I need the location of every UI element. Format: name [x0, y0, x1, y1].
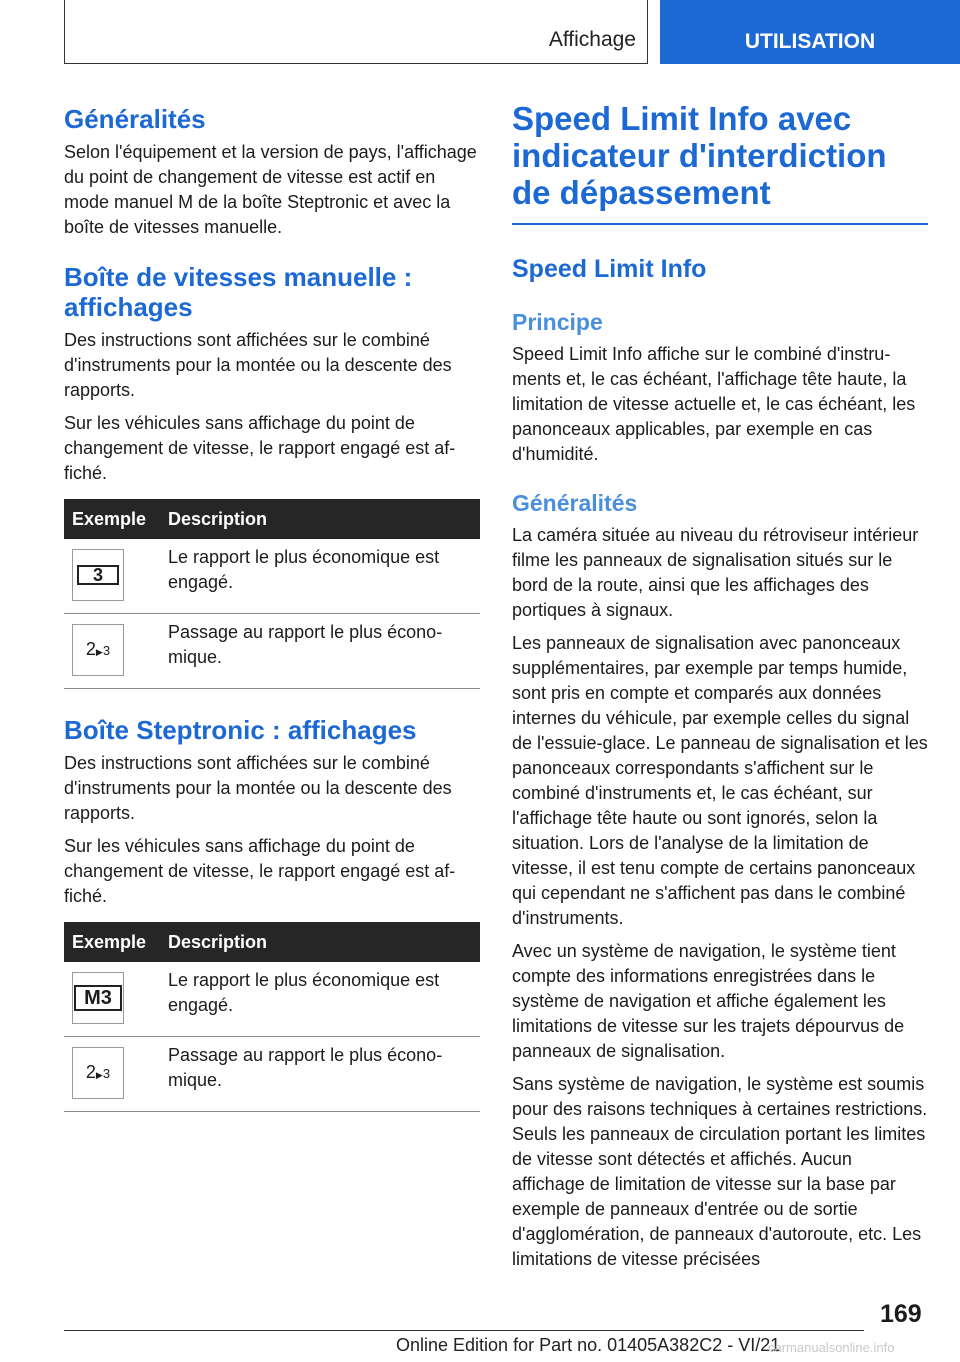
heading-speed-limit-main: Speed Limit Info avec indicateur d'interdiction de dépassement — [512, 100, 887, 211]
table-row — [64, 614, 480, 689]
table-cell-example — [64, 1037, 160, 1112]
table-row — [64, 539, 480, 614]
paragraph-generalites: Selon l'équipement et la version de pays, l'affichage du point de changement de vitesse est actif en mode manuel M de la boîte Steptronic et avec la boîte de vitesses manuelle. — [64, 142, 477, 237]
gear-label: 3 — [77, 565, 119, 585]
table-cell-description: Passage au rapport le plus économique. — [160, 614, 480, 689]
gear-from: 2 — [85, 1061, 96, 1082]
heading-generalites-right: Généralités — [512, 490, 638, 516]
table-header-row — [64, 922, 480, 962]
table-cell-example — [64, 614, 160, 689]
heading-generalites: Généralités — [64, 104, 206, 134]
right-column — [512, 100, 928, 1272]
table-col-example: Exemple — [64, 499, 160, 539]
table-cell-example — [64, 962, 160, 1037]
table-steptronic — [64, 922, 480, 1112]
header-chapter-label: UTILISATION — [744, 30, 876, 53]
table-cell-description: Le rapport le plus économique est engagé. — [160, 539, 480, 614]
paragraph-manual-2: Sur les véhicules sans affichage du point de changement de vitesse, le rapport engagé est affiché. — [64, 413, 456, 483]
left-column — [64, 100, 480, 1112]
table-col-description: Description — [160, 499, 480, 539]
heading-steptronic: Boîte Steptronic : affichages — [64, 715, 417, 745]
gear-from: 2 — [85, 638, 96, 659]
page-number: 169 — [880, 1300, 922, 1328]
paragraph-right-1: La caméra située au niveau du rétroviseur intérieur filme les panneaux de signalisation situés sur le bord de la route, ainsi que les affichages des portiques à signaux. — [512, 525, 919, 620]
gear-to: 3 — [102, 1065, 111, 1081]
table-cell-description: Passage au rapport le plus économique. — [160, 1037, 480, 1112]
table-row — [64, 962, 480, 1037]
paragraph-right-2: Les panneaux de signalisation avec panonceaux supplémentaires, par exemple par temps humide, sont pris en compte et comparés aux données internes du véhicule, par exemple celles du signal de l'essuie-glace. Le panneau de signalisation et les panonceaux correspondants s'affichent sur le combiné d'instruments et, le cas échéant, sur l'affichage tête haute ou sont ignorés, selon la situation. Lors de l'analyse de la limitation de vitesse, il est tenu compte de certains panonceaux qui cependant ne s'affichent pas dans le combiné d'instruments. — [512, 633, 928, 928]
paragraph-right-4: Sans système de navigation, le système est soumis pour des raisons techniques à certaines restrictions. Seuls les panneaux de circulation portant les limites de vitesse sont détectés et affichés. Aucun affichage de limitation de vitesse sur la base par exemple de panneaux d'entrée ou de sortie d'agglomération, de panneaux d'autoroute, etc. Les limitations de vitesse précisées — [512, 1074, 928, 1269]
gear-indicator-icon — [72, 549, 124, 601]
arrow-right-icon: ▶ — [95, 646, 103, 657]
paragraph-principe: Speed Limit Info affiche sur le combiné d'instruments et, le cas échéant, l'affichage tête haute, la limitation de vitesse actuelle et, le cas échéant, les panonceaux applicables, par exemple en cas d'humidité. — [512, 344, 916, 464]
gear-label: M3 — [74, 985, 122, 1011]
table-col-example: Exemple — [64, 922, 160, 962]
paragraph-manual-1: Des instructions sont affichées sur le combiné d'instruments pour la montée ou la descente des rapports. — [64, 330, 452, 400]
gear-to: 3 — [102, 642, 111, 658]
shift-indicator-text — [86, 1063, 110, 1084]
shift-indicator-text — [86, 640, 110, 661]
shift-indicator-icon — [72, 624, 124, 676]
heading-principe: Principe — [512, 309, 603, 335]
table-cell-example — [64, 539, 160, 614]
table-col-description: Description — [160, 922, 480, 962]
heading-divider — [512, 223, 928, 225]
gear-indicator-icon — [72, 972, 124, 1024]
paragraph-step-1: Des instructions sont affichées sur le combiné d'instruments pour la montée ou la descente des rapports. — [64, 753, 452, 823]
paragraph-right-3: Avec un système de navigation, le système tient compte des informations enregistrées dans le système de navigation et affiche également les limitations de vitesse sur les trajets dépourvus de panneaux de signalisation. — [512, 941, 905, 1061]
watermark: carmanualsonline.info — [768, 1340, 895, 1355]
table-header-row — [64, 499, 480, 539]
shift-indicator-icon — [72, 1047, 124, 1099]
header-section-title: Affichage — [548, 28, 636, 51]
heading-speed-limit-info: Speed Limit Info — [512, 255, 707, 283]
arrow-right-icon: ▶ — [95, 1069, 103, 1080]
table-manual-gearbox — [64, 499, 480, 689]
paragraph-step-2: Sur les véhicules sans affichage du point de changement de vitesse, le rapport engagé est affiché. — [64, 836, 456, 906]
header-chapter-tab — [660, 0, 960, 64]
heading-manual-gearbox: Boîte de vitesses manuelle : affichages — [64, 262, 413, 322]
table-row — [64, 1037, 480, 1112]
table-cell-description: Le rapport le plus économique est engagé. — [160, 962, 480, 1037]
footer-rule — [64, 1330, 864, 1331]
footer-edition: Online Edition for Part no. 01405A382C2 - VI/21 — [396, 1335, 781, 1355]
